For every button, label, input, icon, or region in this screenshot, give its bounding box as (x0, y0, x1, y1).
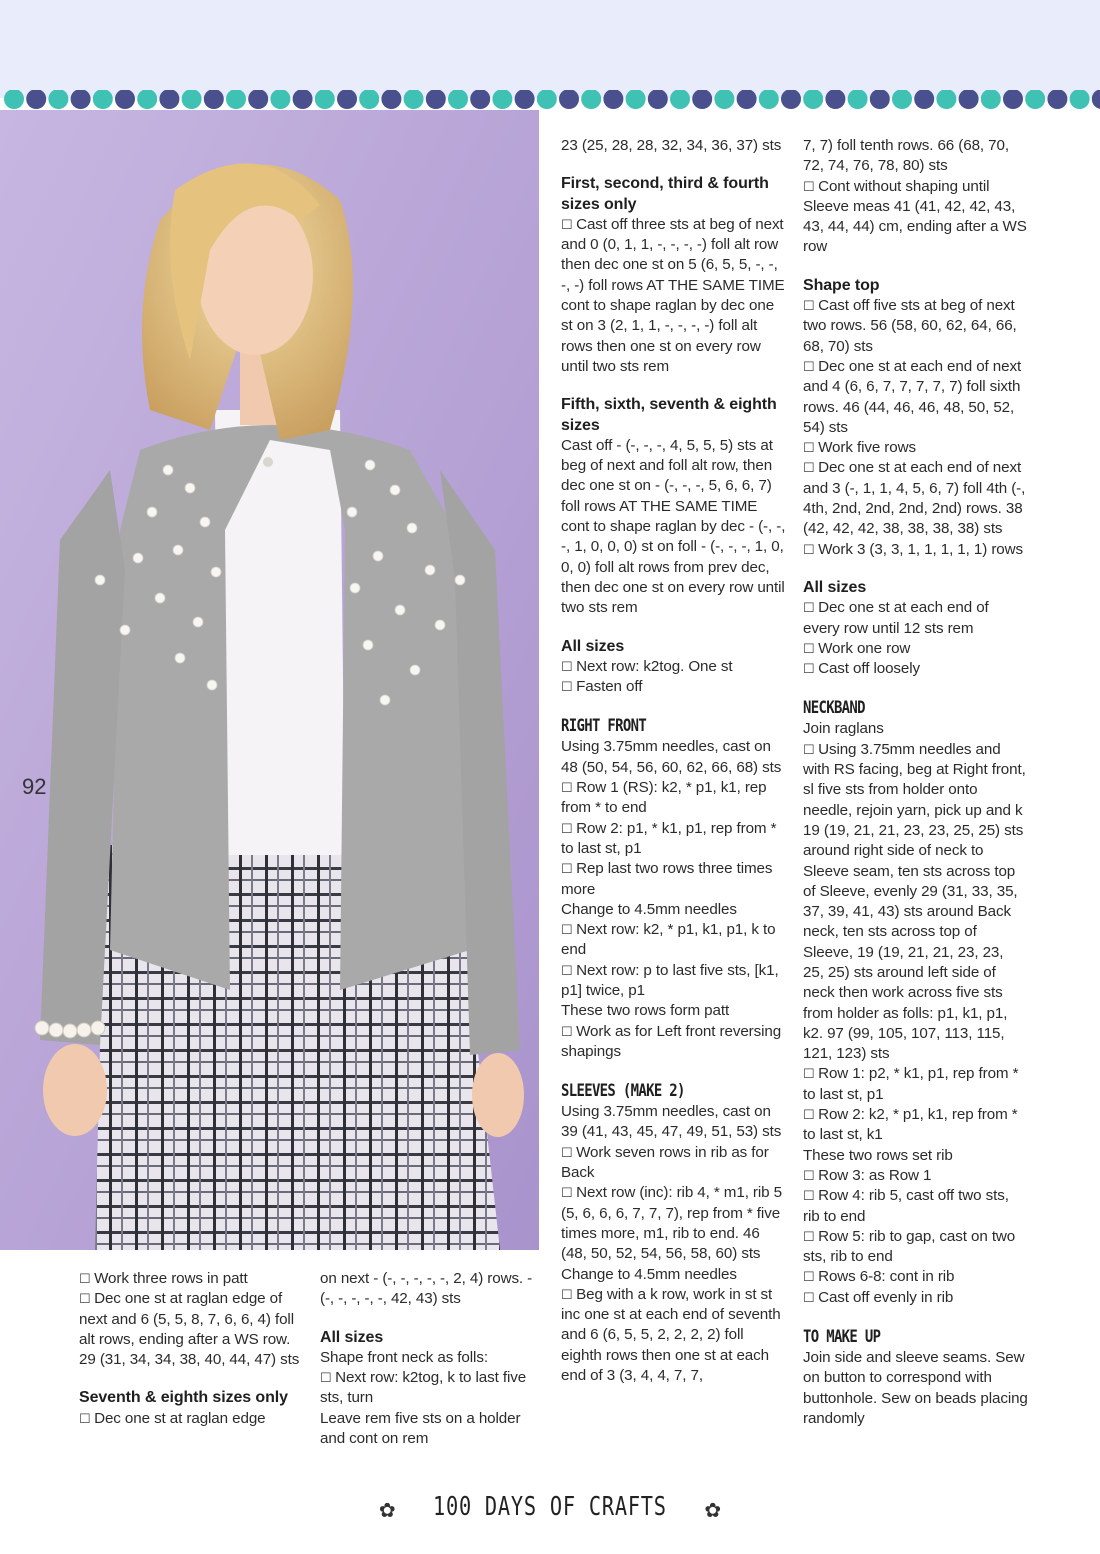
instruction-step: ☐ Work 3 (3, 3, 1, 1, 1, 1, 1) rows (803, 540, 1028, 560)
instruction-text: 7, 7) foll tenth rows. 66 (68, 70, 72, 74, 76, 78, 80) sts (803, 137, 1009, 175)
flower-icon: ✿ (704, 1500, 722, 1523)
instruction-step: ☐ Work seven rows in rib as for Back (561, 1143, 786, 1184)
border-dot (71, 90, 91, 109)
border-dot (781, 90, 801, 109)
instruction-step: ☐ Dec one st at each end of every row until 12 sts rem (803, 598, 1028, 639)
instruction-text: Join side and sleeve seams. Sew on button to correspond with buttonhole. Sew on beads placing randomly (803, 1349, 1028, 1427)
flower-icon: ✿ (378, 1500, 396, 1523)
border-dot (559, 90, 579, 109)
instruction-step: ☐ Row 2: k2, * p1, k1, rep from * to last st, k1 (803, 1105, 1028, 1146)
instruction-step: ☐ Dec one st at each end of next and 4 (6, 6, 7, 7, 7, 7, 7) foll sixth rows. 46 (44, 46, 46, 48, 50, 52, 54) sts (803, 357, 1028, 438)
border-dot (470, 90, 490, 109)
section-title: RIGHT FRONT (561, 716, 647, 737)
border-dot (270, 90, 290, 109)
instruction-step: ☐ Next row: k2tog. One st (561, 657, 786, 677)
border-dot (381, 90, 401, 109)
instruction-text: Change to 4.5mm needles (561, 1265, 737, 1283)
instruction-step: ☐ Cast off loosely (803, 659, 1028, 679)
border-dot (648, 90, 668, 109)
border-dot (404, 90, 424, 109)
border-dot (359, 90, 379, 109)
border-dot (137, 90, 157, 109)
border-dot (1003, 90, 1023, 109)
border-dot (1092, 90, 1100, 109)
instruction-text: Leave rem five sts on a holder and cont on rem (320, 1409, 521, 1448)
instruction-step: ☐ Next row: p to last five sts, [k1, p1] twice, p1 (561, 961, 786, 1002)
border-dot (1047, 90, 1067, 109)
section-heading: All sizes (803, 578, 867, 596)
border-dot (293, 90, 313, 109)
instruction-step: ☐ Cast off three sts at beg of next and 0 (0, 1, 1, -, -, -, -) foll alt row then dec one st on 5 (6, 5, 5, -, -, -, -) foll rows AT THE SAME TIME cont to shape raglan by dec one st on 3 (2, 1, 1, -, -, -, -) foll alt rows then one st on every row until two sts rem (561, 215, 786, 377)
instruction-step: ☐ Row 2: p1, * k1, p1, rep from * to last st, p1 (561, 819, 786, 860)
instruction-text: These two rows set rib (803, 1146, 953, 1164)
instruction-step: ☐ Next row: k2, * p1, k1, p1, k to end (561, 920, 786, 961)
section-title: TO MAKE UP (803, 1327, 881, 1348)
instruction-step: ☐ Dec one st at raglan edge (79, 1409, 304, 1429)
border-dot (93, 90, 113, 109)
border-dot (848, 90, 868, 109)
scalloped-dot-border (0, 90, 1100, 112)
border-dot (515, 90, 535, 109)
instruction-step: ☐ Beg with a k row, work in st st inc one st at each end of seventh and 6 (6, 5, 5, 2, 2, 2, 2) foll eighth rows then one st at each end of 3 (3, 4, 4, 7, 7, (561, 1285, 786, 1386)
instruction-text: Shape front neck as folls: (320, 1348, 488, 1366)
section-heading: Shape top (803, 276, 880, 294)
border-dot (892, 90, 912, 109)
border-dot (1025, 90, 1045, 109)
border-dot (337, 90, 357, 109)
instruction-step: ☐ Dec one st at each end of next and 3 (-, 1, 1, 4, 5, 6, 7) foll 4th (-, 4th, 2nd, 2nd, 2nd, 2nd) rows. 38 (42, 42, 42, 38, 38, 38, 38) sts (803, 458, 1028, 539)
border-dot (626, 90, 646, 109)
border-dot (26, 90, 46, 109)
border-dot (426, 90, 446, 109)
border-dot (226, 90, 246, 109)
border-dot (936, 90, 956, 109)
instruction-text: These two rows form patt (561, 1002, 730, 1020)
border-dot (115, 90, 135, 109)
border-dot (315, 90, 335, 109)
instruction-text: Using 3.75mm needles, cast on 48 (50, 54, 56, 60, 62, 66, 68) sts (561, 738, 782, 776)
instruction-text: on next - (-, -, -, -, -, 2, 4) rows. - (-, -, -, -, -, 42, 43) sts (320, 1270, 533, 1308)
instruction-step: ☐ Using 3.75mm needles and with RS facing, beg at Right front, sl five sts from holder onto needle, rejoin yarn, pick up and k 19 (19, 21, 21, 23, 23, 25, 25) sts around right side of neck to Sleeve seam, ten sts across top of Sleeve, evenly 29 (31, 33, 35, 37, 39, 41, 43) sts around Back neck, ten sts across top of Sleeve, 19 (19, 21, 21, 23, 23, 25, 25) sts around left side of neck then work across five sts from holder as folls: p1, k1, p1, k2. 97 (99, 105, 107, 113, 115, 121, 123) sts (803, 740, 1028, 1065)
instruction-step: ☐ Next row (inc): rib 4, * m1, rib 5 (5, 6, 6, 6, 7, 7, 7), rep from * five times more, m1, rib to end. 46 (48, 50, 52, 54, 56, 58, 60) sts (561, 1183, 786, 1264)
border-dot (870, 90, 890, 109)
section-heading: Fifth, sixth, seventh & eighth sizes (561, 396, 777, 434)
model-photo (0, 110, 539, 1250)
border-dot (692, 90, 712, 109)
instruction-step: ☐ Next row: k2tog, k to last five sts, turn (320, 1368, 545, 1409)
instruction-step: ☐ Cont without shaping until Sleeve meas 41 (41, 42, 42, 43, 43, 44, 44) cm, ending after a WS row (803, 177, 1028, 258)
instruction-step: ☐ Work one row (803, 639, 1028, 659)
instruction-step: ☐ Row 5: rib to gap, cast on two sts, rib to end (803, 1227, 1028, 1268)
instruction-text: Cast off - (-, -, -, 4, 5, 5, 5) sts at beg of next and foll alt row, then dec one st on - (-, -, -, 5, 6, 6, 7) foll rows AT THE SAME TIME cont to shape raglan by dec - (-, -, -, 1, 0, 0, 0) st on foll - (-, -, -, 1, 0, 0, 0) foll alt rows from prev dec, then dec one st on every row until two sts rem (561, 436, 786, 617)
instruction-text: 23 (25, 28, 28, 32, 34, 36, 37) sts (561, 137, 782, 154)
pattern-column-3 (561, 136, 786, 1386)
instruction-step: ☐ Row 3: as Row 1 (803, 1166, 1028, 1186)
instruction-step: ☐ Row 1: p2, * k1, p1, rep from * to last st, p1 (803, 1064, 1028, 1105)
border-dot (182, 90, 202, 109)
instruction-step: ☐ Row 1 (RS): k2, * p1, k1, rep from * to end (561, 778, 786, 819)
border-dot (959, 90, 979, 109)
cardigan-photo-illustration (0, 110, 539, 1250)
instruction-step: ☐ Rep last two rows three times more (561, 859, 786, 900)
section-heading: First, second, third & fourth sizes only (561, 175, 769, 213)
section-title: SLEEVES (MAKE 2) (561, 1081, 685, 1102)
border-dot (48, 90, 68, 109)
page-number: 92 (22, 774, 47, 799)
border-dot (914, 90, 934, 109)
border-dot (248, 90, 268, 109)
border-dot (537, 90, 557, 109)
instruction-step: ☐ Work three rows in patt (79, 1269, 304, 1289)
pattern-column-4 (803, 136, 1028, 1429)
section-heading: All sizes (561, 637, 625, 655)
instruction-step: ☐ Work five rows (803, 438, 1028, 458)
border-dot (4, 90, 24, 109)
border-dot (981, 90, 1001, 109)
page-footer (0, 1492, 1100, 1523)
border-dot (1070, 90, 1090, 109)
border-dot (581, 90, 601, 109)
border-dot (759, 90, 779, 109)
instruction-step: ☐ Dec one st at raglan edge of next and 6 (5, 5, 8, 7, 6, 6, 4) foll alt rows, ending after a WS row. 29 (31, 34, 34, 38, 40, 44, 47) sts (79, 1289, 304, 1370)
border-dot (204, 90, 224, 109)
footer-title: 100 DAYS OF CRAFTS (433, 1492, 667, 1522)
instruction-text: Join raglans (803, 720, 884, 738)
instruction-step: ☐ Fasten off (561, 677, 786, 697)
instruction-step: ☐ Rows 6-8: cont in rib (803, 1267, 1028, 1287)
border-dot (603, 90, 623, 109)
border-dot (448, 90, 468, 109)
border-dot (737, 90, 757, 109)
pattern-column-2 (320, 1269, 545, 1449)
section-heading: All sizes (320, 1328, 384, 1346)
border-dot (159, 90, 179, 109)
instruction-step: ☐ Cast off evenly in rib (803, 1288, 1028, 1308)
border-dot (670, 90, 690, 109)
instruction-step: ☐ Row 4: rib 5, cast off two sts, rib to end (803, 1186, 1028, 1227)
pattern-column-1 (79, 1269, 304, 1429)
instruction-text: Change to 4.5mm needles (561, 900, 737, 918)
section-title: NECKBAND (803, 698, 865, 719)
instruction-step: ☐ Work as for Left front reversing shapings (561, 1022, 786, 1063)
instruction-text: Using 3.75mm needles, cast on 39 (41, 43, 45, 47, 49, 51, 53) sts (561, 1103, 782, 1141)
border-dot (825, 90, 845, 109)
section-heading: Seventh & eighth sizes only (79, 1389, 288, 1407)
border-dot (803, 90, 823, 109)
border-dot (492, 90, 512, 109)
border-dot (714, 90, 734, 109)
header-band (0, 0, 1100, 98)
instruction-step: ☐ Cast off five sts at beg of next two rows. 56 (58, 60, 62, 64, 66, 68, 70) sts (803, 296, 1028, 357)
